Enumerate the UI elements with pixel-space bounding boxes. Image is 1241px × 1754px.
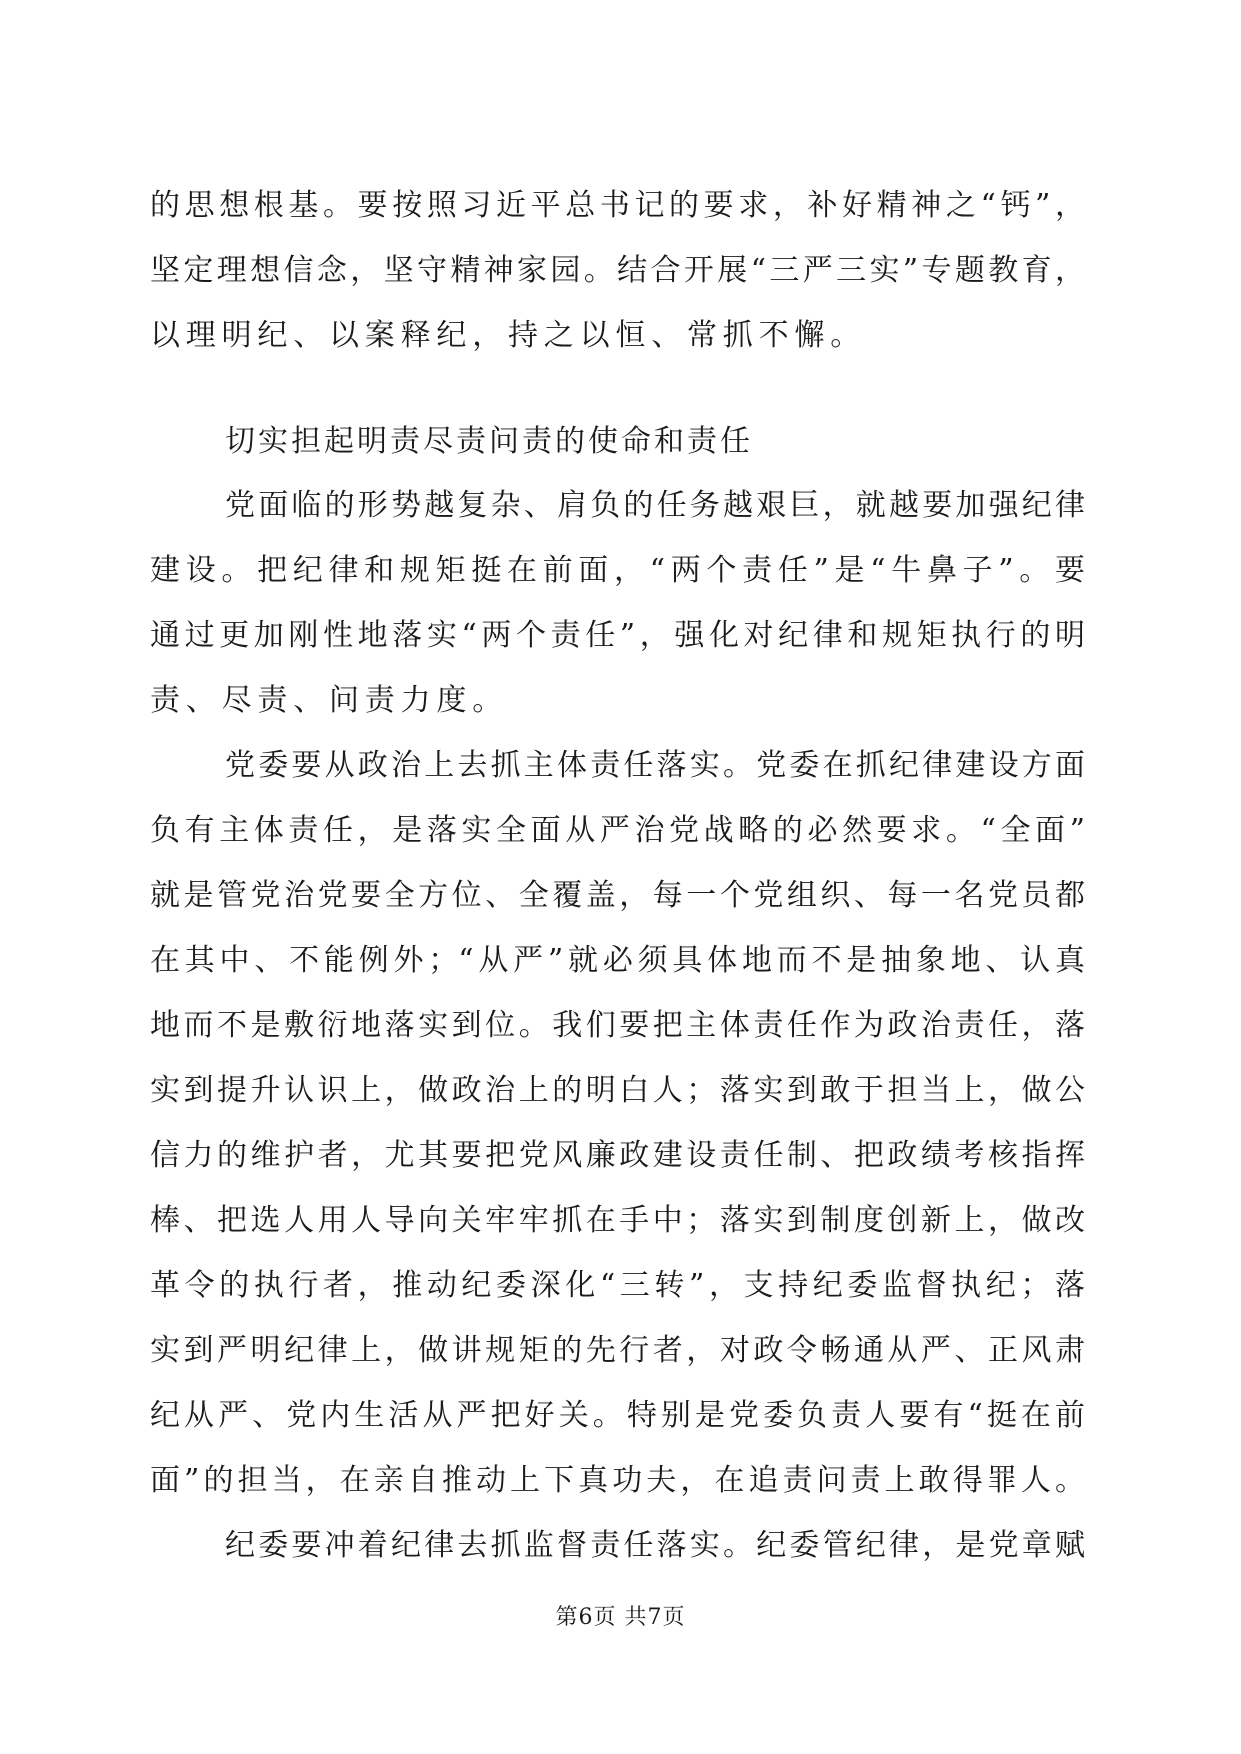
section-heading: 切实担起明责尽责问责的使命和责任 xyxy=(225,424,753,459)
text-line: 负有主体责任，是落实全面从严治党战略的必然要求。“全面” xyxy=(150,813,1085,848)
text-line: 信力的维护者，尤其要把党风廉政建设责任制、把政绩考核指挥 xyxy=(150,1138,1085,1173)
text-line: 就是管党治党要全方位、全覆盖，每一个党组织、每一名党员都 xyxy=(150,878,1085,913)
text-line: 革令的执行者，推动纪委深化“三转”，支持纪委监督执纪；落 xyxy=(150,1268,1085,1303)
text-line: 纪从严、党内生活从严把好关。特别是党委负责人要有“挺在前 xyxy=(150,1398,1085,1433)
text-line: 坚定理想信念，坚守精神家园。结合开展“三严三实”专题教育， xyxy=(150,253,1085,288)
text-line: 党委要从政治上去抓主体责任落实。党委在抓纪律建设方面 xyxy=(225,748,1085,783)
page-number-footer: 第6页 共7页 xyxy=(555,1605,686,1630)
text-line: 实到提升认识上，做政治上的明白人；落实到敢于担当上，做公 xyxy=(150,1073,1085,1108)
text-line: 棒、把选人用人导向关牢牢抓在手中；落实到制度创新上，做改 xyxy=(150,1203,1085,1238)
text-line: 建设。把纪律和规矩挺在前面，“两个责任”是“牛鼻子”。要 xyxy=(150,553,1085,588)
text-line: 的思想根基。要按照习近平总书记的要求，补好精神之“钙”， xyxy=(150,188,1085,223)
text-line: 党面临的形势越复杂、肩负的任务越艰巨，就越要加强纪律 xyxy=(225,488,1085,523)
text-line: 纪委要冲着纪律去抓监督责任落实。纪委管纪律，是党章赋 xyxy=(225,1528,1085,1563)
text-line: 实到严明纪律上，做讲规矩的先行者，对政令畅通从严、正风肃 xyxy=(150,1333,1085,1368)
text-line: 面”的担当，在亲自推动上下真功夫，在追责问责上敢得罪人。 xyxy=(150,1463,1085,1498)
text-line: 以理明纪、以案释纪，持之以恒、常抓不懈。 xyxy=(150,318,866,353)
text-line: 责、尽责、问责力度。 xyxy=(150,683,508,718)
text-line: 在其中、不能例外；“从严”就必须具体地而不是抽象地、认真 xyxy=(150,943,1085,978)
text-line: 通过更加刚性地落实“两个责任”，强化对纪律和规矩执行的明 xyxy=(150,618,1085,653)
text-line: 地而不是敷衍地落实到位。我们要把主体责任作为政治责任，落 xyxy=(150,1008,1085,1043)
